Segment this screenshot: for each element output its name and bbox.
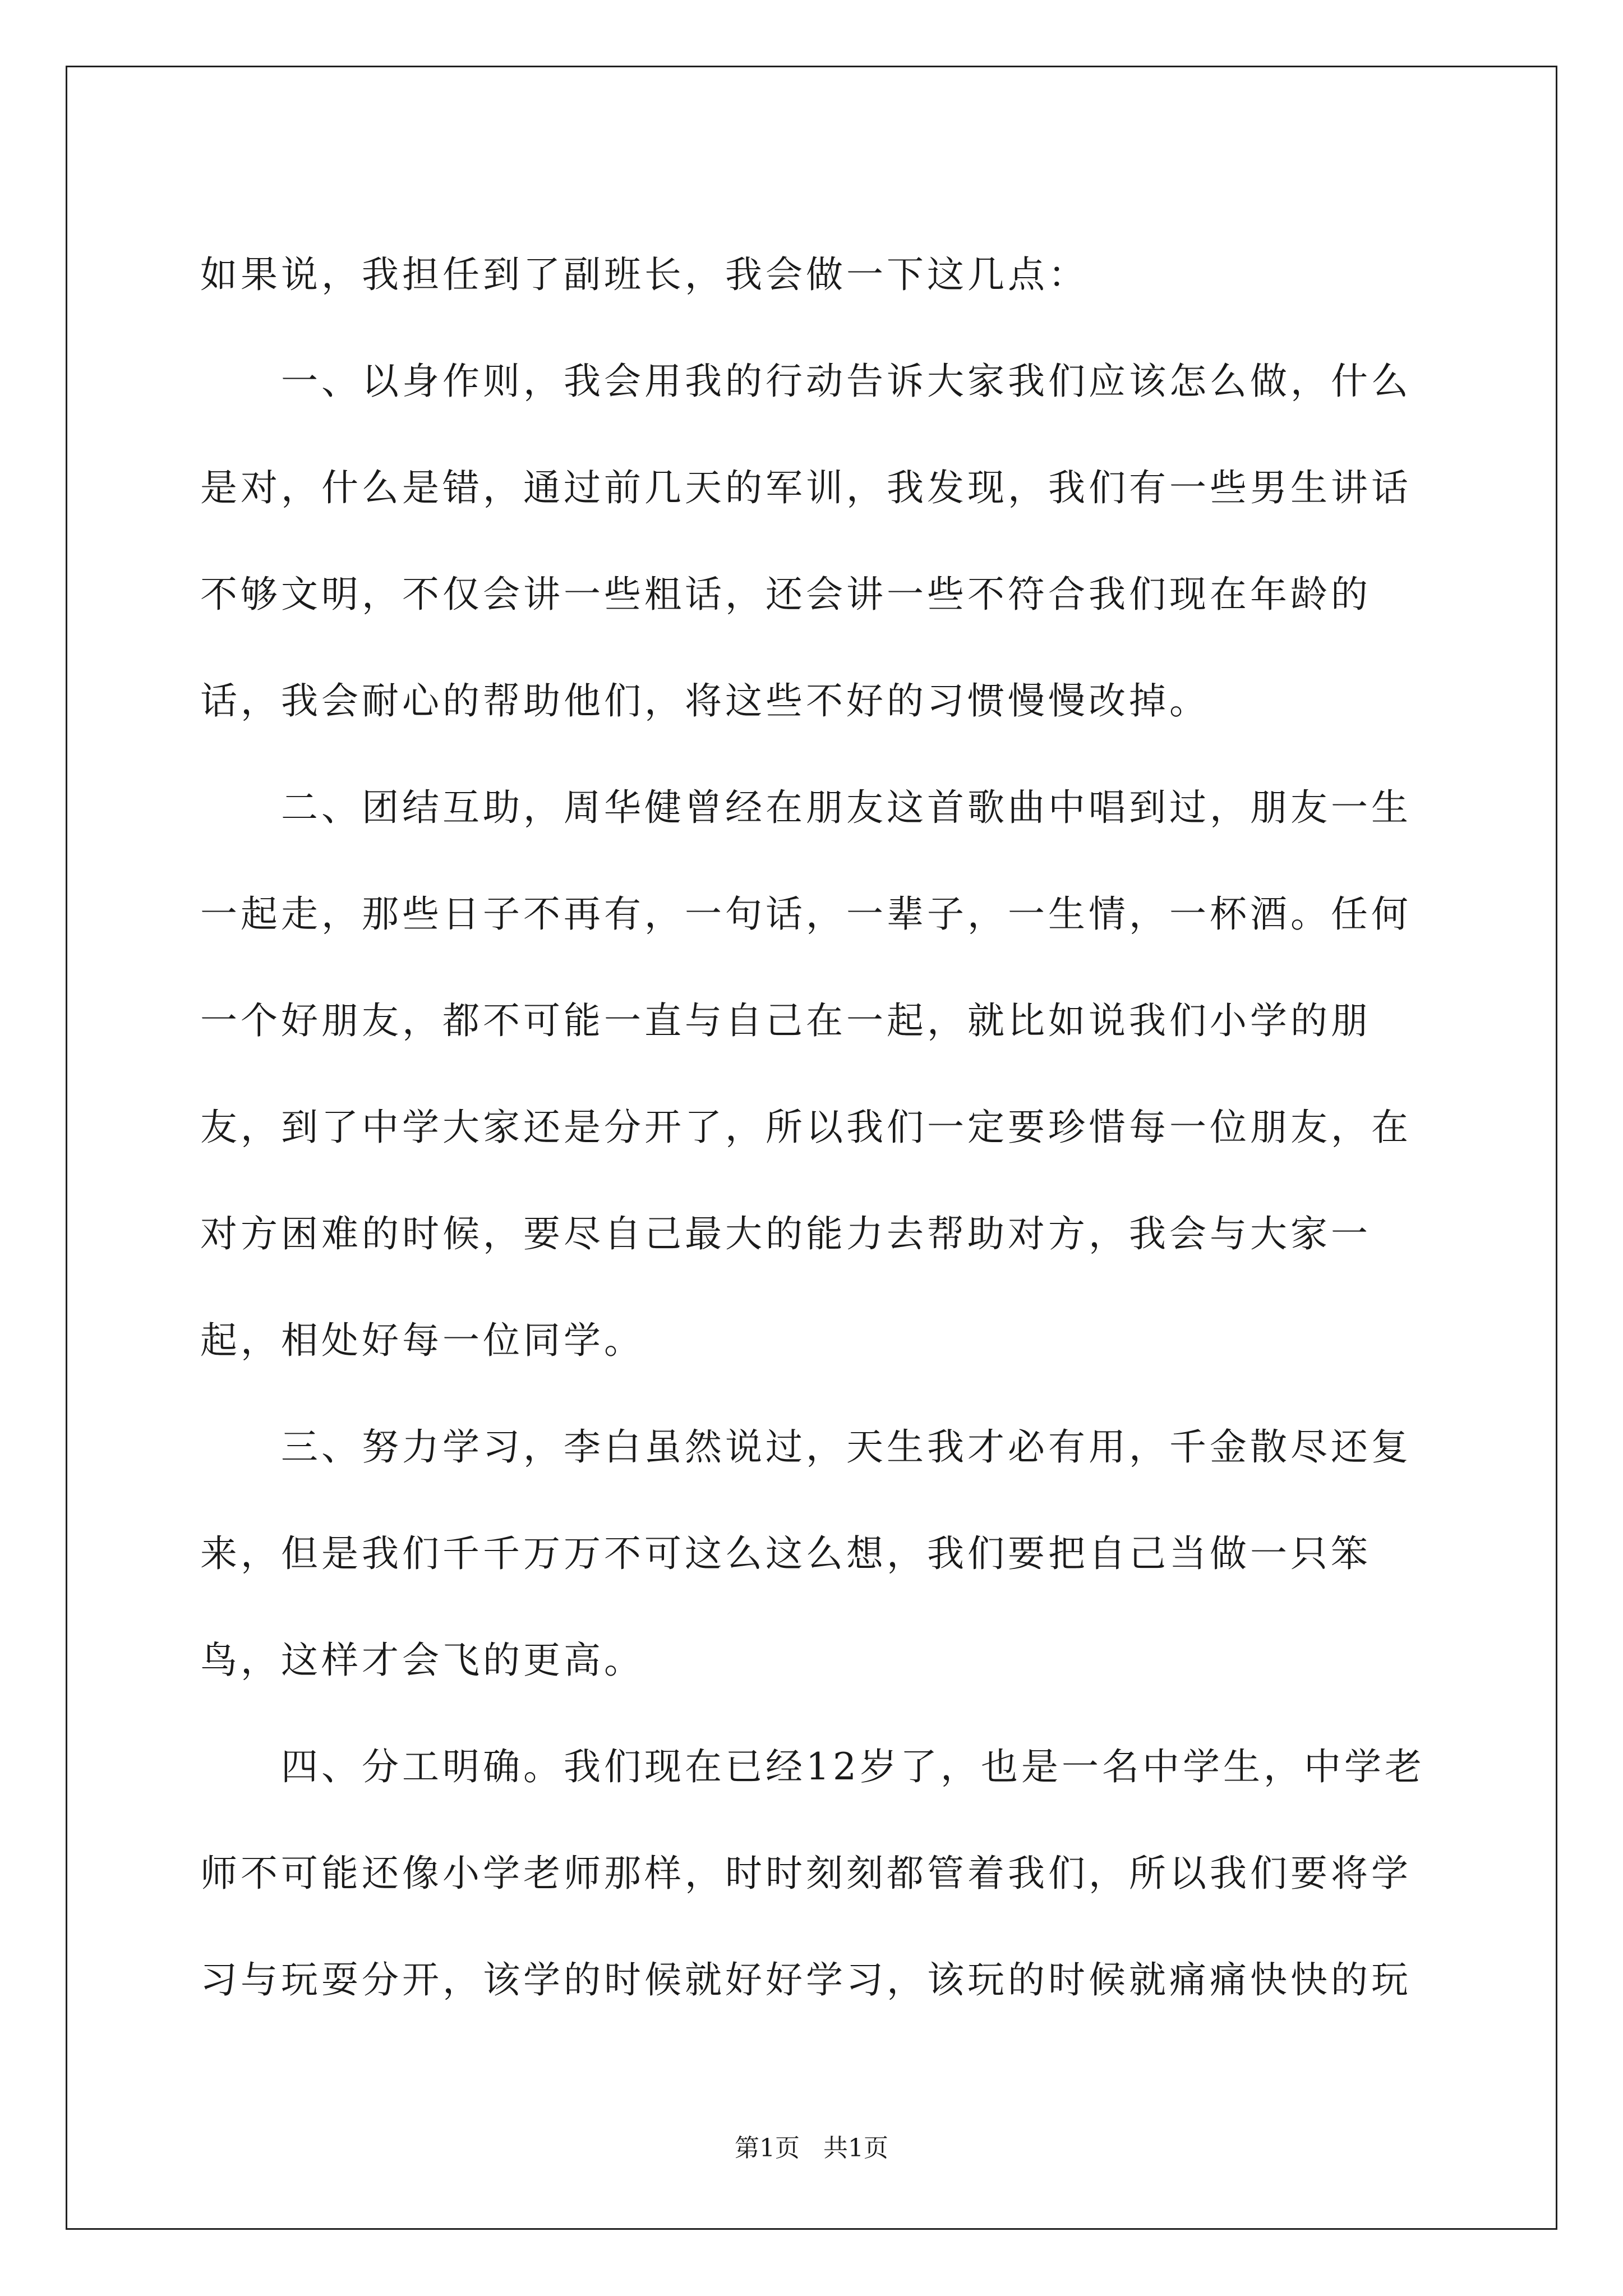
page-footer [0,2132,1623,2165]
paragraph-point-1: 一、以身作则，我会用我的行动告诉大家我们应该怎么做，什么是对，什么是错，通过前几天的军训，我发现，我们有一些男生讲话不够文明，不仅会讲一些粗话，还会讲一些不符合我们现在年龄的话，我会耐心的帮助他们，将这些不好的习惯慢慢改掉。 [200,360,1412,723]
document-body [200,222,1434,2033]
paragraph-point-2: 二、团结互助，周华健曾经在朋友这首歌曲中唱到过，朋友一生一起走，那些日子不再有，一句话，一辈子，一生情，一杯酒。任何一个好朋友，都不可能一直与自己在一起，就比如说我们小学的朋友，到了中学大家还是分开了，所以我们一定要珍惜每一位朋友，在对方困难的时候，要尽自己最大的能力去帮助对方，我会与大家一起，相处好每一位同学。 [200,786,1412,1362]
paragraph-point-4: 四、分工明确。我们现在已经12岁了，也是一名中学生，中学老师不可能还像小学老师那样，时时刻刻都管着我们，所以我们要将学习与玩耍分开，该学的时候就好好学习，该玩的时候就痛痛快快的玩 [200,1745,1425,2001]
page-number-total: 共1页 [823,2134,888,2162]
page-number-current: 第1页 [735,2134,800,2162]
paragraph-point-3: 三、努力学习，李白虽然说过，天生我才必有用，千金散尽还复来，但是我们千千万万不可这么这么想，我们要把自己当做一只笨鸟，这样才会飞的更高。 [200,1425,1412,1682]
paragraph-intro: 如果说，我担任到了副班长，我会做一下这几点： [200,253,1089,296]
